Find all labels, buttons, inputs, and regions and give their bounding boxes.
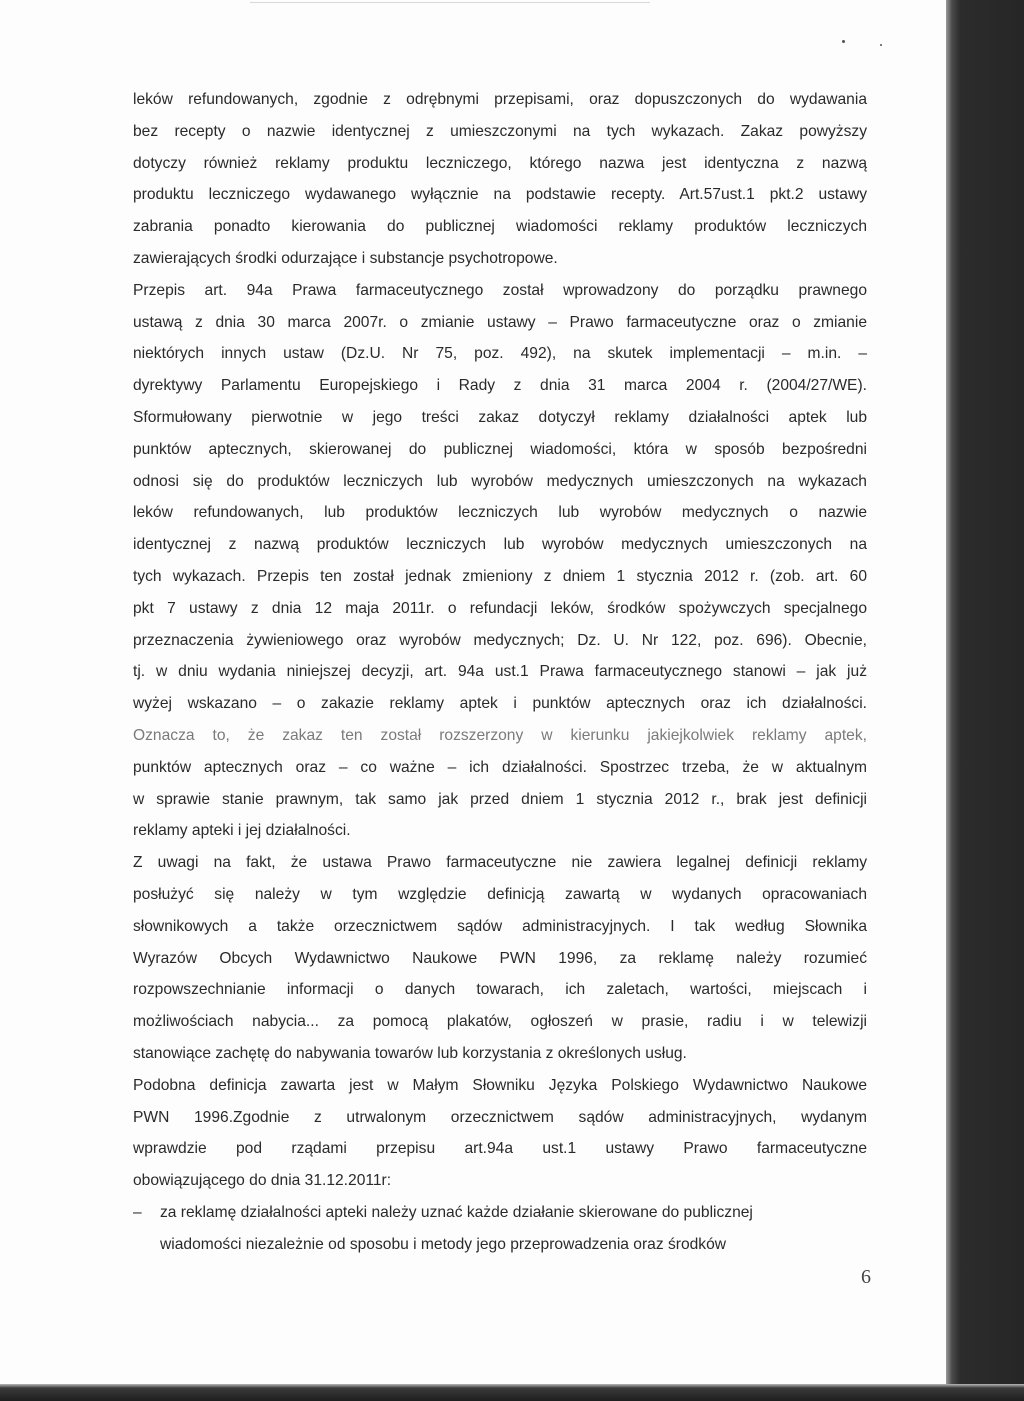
- text-line: Wyrazów Obcych Wydawnictwo Naukowe PWN 1996, za reklamę należy rozumieć: [133, 949, 867, 967]
- text-line: posłużyć się należy w tym względzie definicją zawartą w wydanych opracowaniach: [133, 885, 867, 903]
- text-line: identycznej z nazwą produktów leczniczych lub wyrobów medycznych umieszczonych na: [133, 536, 867, 554]
- bullet-item: [133, 1197, 867, 1261]
- text-line: punktów aptecznych oraz – co ważne – ich działalności. Spostrzec trzeba, że w aktualnym: [133, 758, 867, 776]
- text-line: leków refundowanych, lub produktów leczniczych lub wyrobów medycznych o nazwie: [133, 504, 867, 522]
- text-line: odnosi się do produktów leczniczych lub wyrobów medycznych umieszczonych na wykazach: [133, 472, 867, 490]
- document-body: [133, 84, 867, 1260]
- text-line: punktów aptecznych, skierowanej do publicznej wiadomości, która w sposób bezpośredni: [133, 440, 867, 458]
- text-line: Podobna definicja zawarta jest w Małym Słowniku Języka Polskiego Wydawnictwo Naukowe: [133, 1076, 867, 1094]
- text-line: możliwościach nabycia... za pomocą plakatów, ogłoszeń w prasie, radiu i w telewizji: [133, 1013, 867, 1031]
- scan-edge-bottom: [0, 1384, 1024, 1401]
- text-line: obowiązującego do dnia 31.12.2011r:: [133, 1172, 392, 1190]
- bullet-dash: –: [133, 1203, 142, 1221]
- text-line: wyżej wskazano – o zakazie reklamy aptek i punktów aptecznych oraz ich działalności.: [133, 695, 867, 713]
- text-line: wprawdzie pod rządami przepisu art.94a ust.1 ustawy Prawo farmaceutyczne: [133, 1140, 867, 1158]
- text-line: rozpowszechnianie informacji o danych towarach, ich zaletach, wartości, miejscach i: [133, 981, 867, 999]
- text-line: Oznacza to, że zakaz ten został rozszerzony w kierunku jakiejkolwiek reklamy aptek,: [133, 726, 867, 744]
- text-line: ustawą z dnia 30 marca 2007r. o zmianie ustawy – Prawo farmaceutyczne oraz o zmianie: [133, 313, 867, 331]
- text-line: słownikowych a także orzecznictwem sądów administracyjnych. I tak według Słownika: [133, 917, 867, 935]
- scan-speck: [880, 44, 882, 46]
- scan-speck: [842, 40, 845, 43]
- text-line: zabrania ponadto kierowania do publicznej wiadomości reklamy produktów leczniczych: [133, 218, 867, 236]
- text-line: w sprawie stanie prawnym, tak samo jak przed dniem 1 stycznia 2012 r., brak jest definicji: [133, 790, 867, 808]
- text-line: tj. w dniu wydania niniejszej decyzji, art. 94a ust.1 Prawa farmaceutycznego stanowi – jak już: [133, 663, 867, 681]
- text-line: przeznaczenia żywieniowego oraz wyrobów medycznych; Dz. U. Nr 122, poz. 696). Obecnie,: [133, 631, 867, 649]
- text-line: za reklamę działalności apteki należy uznać każde działanie skierowane do publicznej: [160, 1203, 753, 1221]
- scan-artifact-line: [250, 2, 650, 3]
- text-line: zawierających środki odurzające i substancje psychotropowe.: [133, 249, 558, 267]
- text-line: wiadomości niezależnie od sposobu i metody jego przeprowadzenia oraz środków: [160, 1235, 727, 1253]
- page-number: 6: [861, 1266, 871, 1288]
- text-line: dyrektywy Parlamentu Europejskiego i Rady z dnia 31 marca 2004 r. (2004/27/WE).: [133, 377, 867, 395]
- text-line: Z uwagi na fakt, że ustawa Prawo farmaceutyczne nie zawiera legalnej definicji reklamy: [133, 854, 867, 872]
- text-line: Sformułowany pierwotnie w jego treści zakaz dotyczył reklamy działalności aptek lub: [133, 408, 867, 426]
- text-line: stanowiące zachętę do nabywania towarów lub korzystania z określonych usług.: [133, 1044, 687, 1062]
- text-line: niektórych innych ustaw (Dz.U. Nr 75, poz. 492), na skutek implementacji – m.in. –: [133, 345, 867, 363]
- text-line: leków refundowanych, zgodnie z odrębnymi przepisami, oraz dopuszczonych do wydawania: [133, 91, 867, 108]
- text-line: tych wykazach. Przepis ten został jednak zmieniony z dniem 1 stycznia 2012 r. (zob. art. 60: [133, 567, 867, 585]
- text-line: PWN 1996.Zgodnie z utrwalonym orzecznictwem sądów administracyjnych, wydanym: [133, 1108, 867, 1126]
- text-line: bez recepty o nazwie identycznej z umieszczonymi na tych wykazach. Zakaz powyższy: [133, 122, 867, 140]
- scan-edge-right: [946, 0, 1024, 1401]
- text-line: produktu leczniczego wydawanego wyłącznie na podstawie recepty. Art.57ust.1 pkt.2 ustawy: [133, 186, 867, 204]
- text-line: pkt 7 ustawy z dnia 12 maja 2011r. o refundacji leków, środków spożywczych specjalnego: [133, 599, 867, 617]
- text-line: dotyczy również reklamy produktu leczniczego, którego nazwa jest identyczna z nazwą: [133, 154, 867, 172]
- text-line: Przepis art. 94a Prawa farmaceutycznego został wprowadzony do porządku prawnego: [133, 281, 867, 299]
- text-line: reklamy apteki i jej działalności.: [133, 822, 351, 840]
